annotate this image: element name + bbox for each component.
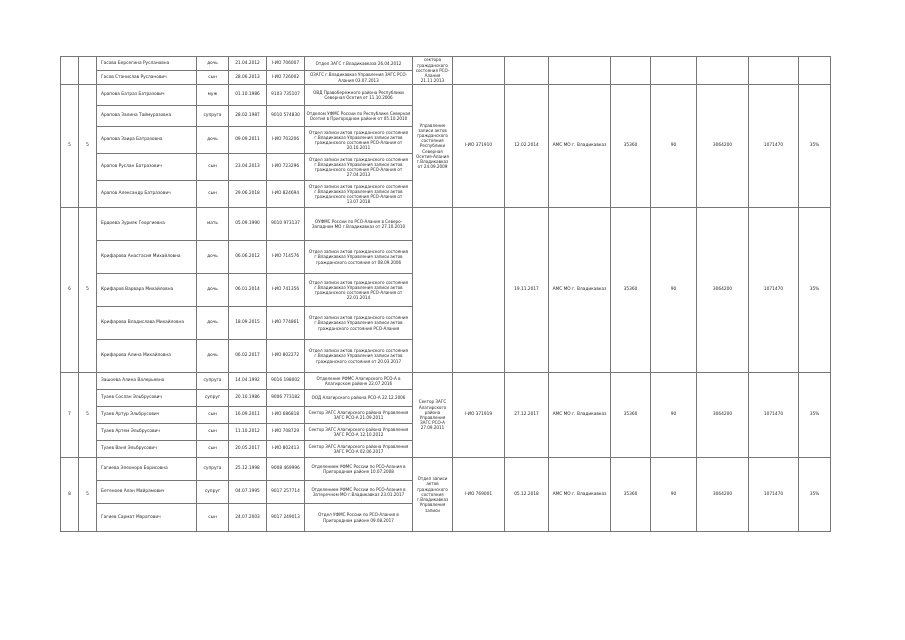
decision-date: 05.12.2018: [505, 458, 549, 532]
issuing-office: Сектор ЗАГС Алагирского района Управления ЗАГС РСО-А 21.09.2011: [305, 407, 413, 424]
member-birthdate: 28.06.2013: [229, 71, 267, 85]
issuing-office: Отделением УФМС России по РСО-Алания в Пригородном районе 10.07.2008: [305, 458, 413, 481]
member-name: Арапова Залина Таймуразовна: [97, 106, 197, 127]
member-name: Гасов Станислав Русланович: [97, 71, 197, 85]
decision-date: 27.12.2017: [505, 373, 549, 458]
member-name: Крифарова Владислава Михайловна: [97, 307, 197, 340]
civil-registry-cell: Управление записи актов гражданского состояния Республики Северная Осетия-Алания г.Владикавказ от 24.09.2009: [413, 85, 453, 208]
civil-registry-cell: Отдел записи актов гражданского состояния г.Владикавказ Управления записи: [413, 458, 453, 532]
member-relation: сын: [197, 441, 229, 458]
norm-value: 90: [651, 85, 697, 208]
member-relation: сын: [197, 407, 229, 424]
norm-value: 90: [651, 373, 697, 458]
administration-name: АМС МО г. Владикавказ: [549, 458, 611, 532]
member-name: Туаев Артур Эльбрусович: [97, 407, 197, 424]
family-size: 5: [79, 373, 97, 458]
member-document: 9008 469996: [267, 458, 305, 481]
member-birthdate: 11.10.2012: [229, 424, 267, 441]
member-birthdate: 21.04.2012: [229, 57, 267, 71]
member-document: I-ИО 774861: [267, 307, 305, 340]
member-document: I-ИО 802413: [267, 441, 305, 458]
member-name: Арапова Батраз Батразович: [97, 85, 197, 106]
civil-registry-cell: Сектор ЗАГС Алагирского района Управления ЗАГС РСО-А 27.09.2011: [413, 373, 453, 458]
member-document: I-ИО 714576: [267, 241, 305, 274]
norm-value: 90: [651, 458, 697, 532]
issuing-office: ОВД Правобережного района Республики Северная Осетия от 11.10.2006: [305, 85, 413, 106]
member-relation: супруга: [197, 373, 229, 390]
member-relation: дочь: [197, 241, 229, 274]
issuing-office: Сектор ЗАГС Алагирского района Управления ЗАГС РСО-А 02.06.2017: [305, 441, 413, 458]
issuing-office: Сектор ЗАГС Алагирского района Управления ЗАГС РСО-А 12.10.2012: [305, 424, 413, 441]
member-birthdate: 01.10.1986: [229, 85, 267, 106]
member-relation: супруга: [197, 106, 229, 127]
issuing-office: Отдел записи актов гражданского состояния г.Владикавказ Управления записи актов гражданского состояния РСО-Алания от 13.07.2018: [305, 181, 413, 208]
member-name: Арапов Александр Батразович: [97, 181, 197, 208]
member-document: I-ИО 726002: [267, 71, 305, 85]
group-number: 7: [61, 373, 79, 458]
member-birthdate: 20.10.1986: [229, 390, 267, 407]
member-document: 9016 198002: [267, 373, 305, 390]
member-name: Зашоева Алина Валерьевна: [97, 373, 197, 390]
member-name: Туаев Артем Эльбрусович: [97, 424, 197, 441]
registration-number: [453, 57, 505, 85]
area-value: 35360: [611, 208, 651, 373]
price-value: [697, 57, 749, 85]
decision-date: 12.02.2014: [505, 85, 549, 208]
subsidy-percent: 35%: [799, 373, 831, 458]
group-number: [61, 57, 79, 85]
area-value: 35360: [611, 85, 651, 208]
area-value: 35360: [611, 458, 651, 532]
price-value: 3064200: [697, 85, 749, 208]
member-document: I-ИО 706007: [267, 57, 305, 71]
issuing-office: ООД Алагирского района РСО-А 22.12.2006: [305, 390, 413, 407]
member-birthdate: 09.09.2011: [229, 127, 267, 154]
table-row: [61, 373, 831, 390]
member-name: Арапов Руслан Батразович: [97, 154, 197, 181]
member-relation: супруг: [197, 390, 229, 407]
member-document: I-ИО 723296: [267, 154, 305, 181]
member-document: I-ИО 708729: [267, 424, 305, 441]
issuing-office: Отдел записи актов гражданского состояния г.Владикавказ Управления записи актов гражданского состояния от 20.03.2017: [305, 340, 413, 373]
member-birthdate: 06.01.2014: [229, 274, 267, 307]
price-value: 3064200: [697, 208, 749, 373]
issuing-office: Отдел записи актов гражданского состояния г.Владикавказ Управления записи актов гражданского состояния РСО-Алания от 27.04.2013: [305, 154, 413, 181]
subsidy-amount: 1071470: [749, 373, 799, 458]
civil-registry-cell: [413, 208, 453, 373]
member-birthdate: 24.07.2003: [229, 504, 267, 532]
subsidy-percent: [799, 57, 831, 85]
issuing-office: Отдел записи актов гражданского состояния г.Владикавказ Управления записи актов гражданского состояния от 08.09.2006: [305, 241, 413, 274]
member-birthdate: 28.02.1987: [229, 106, 267, 127]
administration-name: [549, 57, 611, 85]
subsidy-amount: 1071470: [749, 458, 799, 532]
member-relation: дочь: [197, 274, 229, 307]
member-name: Крифаров Варвара Михайловна: [97, 274, 197, 307]
member-relation: муж: [197, 85, 229, 106]
member-name: Арапова Заира Батразовна: [97, 127, 197, 154]
civil-registry-cell: сектора гражданского состояния РСО-Алания 21.11.2013: [413, 57, 453, 85]
member-relation: сын: [197, 424, 229, 441]
group-number: 5: [61, 85, 79, 208]
area-value: 35360: [611, 373, 651, 458]
member-name: Ердоева Зурияк Георгиевна: [97, 208, 197, 241]
administration-name: АМС МО г. Владикавказ: [549, 208, 611, 373]
member-document: I-ИО 802272: [267, 340, 305, 373]
family-size: 5: [79, 458, 97, 532]
member-document: I-ИО 703206: [267, 127, 305, 154]
member-birthdate: 23.04.2013: [229, 154, 267, 181]
member-relation: дочь: [197, 340, 229, 373]
member-relation: супруг: [197, 481, 229, 504]
member-relation: супруга: [197, 458, 229, 481]
member-birthdate: 05.09.1990: [229, 208, 267, 241]
issuing-office: Отдел записи актов гражданского состояния г.Владикавказ Управления записи актов гражданского состояния РСО-Алания от 22.01.2014: [305, 274, 413, 307]
member-name: Гагиева Элеонора Борисовна: [97, 458, 197, 481]
issuing-office: Отдел записи актов гражданского состояния г.Владикавказ Управления записи актов гражданского состояния РСО-Алания от 20.10.2011: [305, 127, 413, 154]
administration-name: АМС МО г. Владикавказ: [549, 85, 611, 208]
member-document: I-ИО 741356: [267, 274, 305, 307]
member-relation: сын: [197, 154, 229, 181]
member-birthdate: 20.05.2017: [229, 441, 267, 458]
subsidy-amount: [749, 57, 799, 85]
member-birthdate: 25.12.1998: [229, 458, 267, 481]
registration-number: [453, 208, 505, 373]
decision-date: [505, 57, 549, 85]
subsidy-amount: 1071470: [749, 85, 799, 208]
member-name: Крифарова Алина Михайловна: [97, 340, 197, 373]
table-row: [61, 208, 831, 241]
registration-number: I-ИО 371919: [453, 373, 505, 458]
subsidy-percent: 35%: [799, 85, 831, 208]
norm-value: [651, 57, 697, 85]
member-document: 9010 574830: [267, 106, 305, 127]
member-name: Крифарова Анастасия Михайловна: [97, 241, 197, 274]
administration-name: АМС МО г. Владикавказ: [549, 373, 611, 458]
member-relation: сын: [197, 181, 229, 208]
member-name: Гасова Берсегина Руслановна: [97, 57, 197, 71]
issuing-office: ОЗАГС г.Владикавказ Управления ЗАГС РСО-Алания 03.07.2013: [305, 71, 413, 85]
issuing-office: Отделом УФМС России по Республике Северная Осетия в Пригородном районе от 05.10.2010: [305, 106, 413, 127]
member-document: 9017 249013: [267, 504, 305, 532]
member-document: 9103 735107: [267, 85, 305, 106]
member-relation: дочь: [197, 57, 229, 71]
registration-number: I-ИО 371910: [453, 85, 505, 208]
decision-date: 19.11.2017: [505, 208, 549, 373]
family-size: 5: [79, 85, 97, 208]
member-relation: сын: [197, 504, 229, 532]
subsidy-percent: 35%: [799, 208, 831, 373]
member-relation: дочь: [197, 307, 229, 340]
issuing-office: ОУФМС России по РСО-Алания в Северо-Западном МО г.Владикавказ от 27.10.2010: [305, 208, 413, 241]
beneficiaries-table: [60, 56, 831, 532]
group-number: 6: [61, 208, 79, 373]
area-value: [611, 57, 651, 85]
member-birthdate: 06.06.2012: [229, 241, 267, 274]
member-birthdate: 18.09.2015: [229, 307, 267, 340]
member-document: I-ИО 686818: [267, 407, 305, 424]
table-row: [61, 458, 831, 481]
member-document: 9006 773182: [267, 390, 305, 407]
member-birthdate: 04.07.1995: [229, 481, 267, 504]
issuing-office: Отдел записи актов гражданского состояния г.Владикавказ Управления записи актов гражданского состояния РСО-Алания: [305, 307, 413, 340]
price-value: 3064200: [697, 458, 749, 532]
issuing-office: Отдел УФМС России по РСО-Алания в Пригородном районе 09.08.2017: [305, 504, 413, 532]
issuing-office: Отдел ЗАГС г.Владикавказа 26.04.2012: [305, 57, 413, 71]
member-relation: дочь: [197, 127, 229, 154]
registration-number: I-ИО 769001: [453, 458, 505, 532]
group-number: 8: [61, 458, 79, 532]
member-document: 9010 973137: [267, 208, 305, 241]
issuing-office: Отделение УФМС Алагирского РСО-А в Алагирском районе 22.07.2016: [305, 373, 413, 390]
subsidy-amount: 1071470: [749, 208, 799, 373]
member-birthdate: 06.02.2017: [229, 340, 267, 373]
member-birthdate: 29.06.2018: [229, 181, 267, 208]
table-row: [61, 85, 831, 106]
member-birthdate: 14.04.1992: [229, 373, 267, 390]
issuing-office: Отделением УФМС России по РСО-Алания в Затеречном МО г.Владикавказ 23.01.2017: [305, 481, 413, 504]
member-document: I-ИО 824694: [267, 181, 305, 208]
family-size: 5: [79, 208, 97, 373]
member-relation: мать: [197, 208, 229, 241]
member-name: Бетеноев Алан Майрамович: [97, 481, 197, 504]
price-value: 3064200: [697, 373, 749, 458]
member-birthdate: 16.09.2011: [229, 407, 267, 424]
norm-value: 90: [651, 208, 697, 373]
member-name: Гагиев Сармат Маратович: [97, 504, 197, 532]
member-name: Туаев Ваня Эльбрусович: [97, 441, 197, 458]
member-document: 9017 257714: [267, 481, 305, 504]
member-name: Туаев Сослан Эльбрусович: [97, 390, 197, 407]
table-row: [61, 57, 831, 71]
family-size: [79, 57, 97, 85]
subsidy-percent: 35%: [799, 458, 831, 532]
member-relation: сын: [197, 71, 229, 85]
